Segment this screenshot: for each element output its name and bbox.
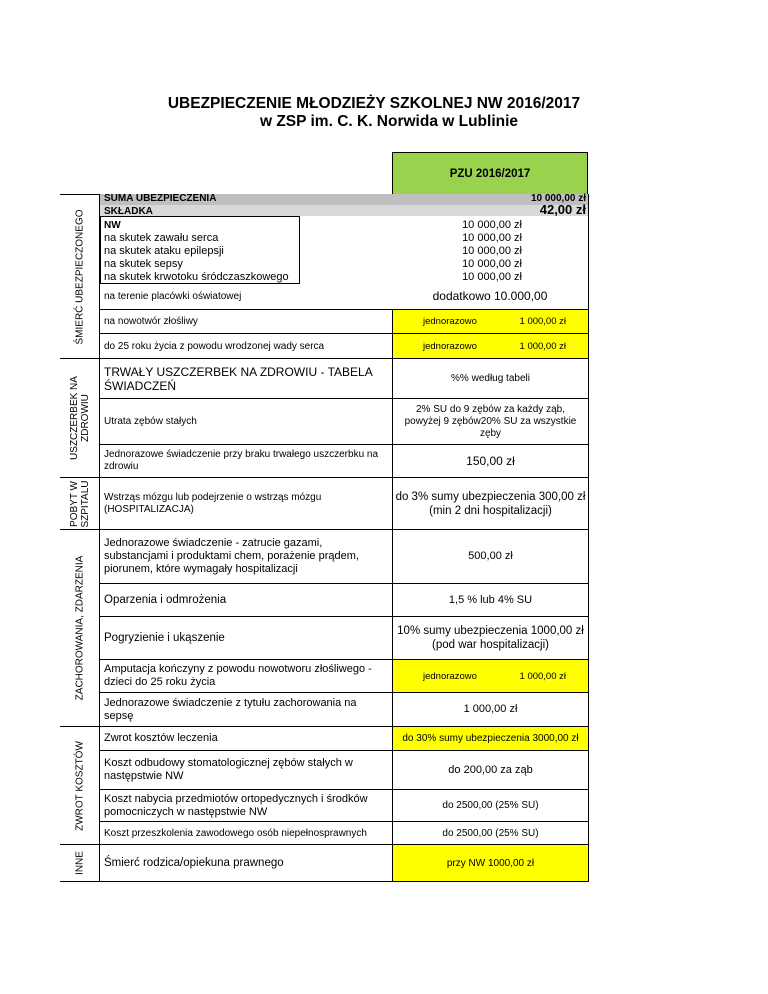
row-smierc-rodzica: Śmierć rodzica/opiekuna prawnego przy NW 1000,00 zł bbox=[100, 845, 588, 882]
suma-bar bbox=[100, 194, 588, 205]
nw-zawal-label: na skutek zawału serca bbox=[104, 232, 219, 244]
section-smierc: ŚMIERĆ UBEZPIECZONEGO bbox=[60, 194, 100, 359]
suma-label: SUMA UBEZPIECZENIA bbox=[104, 193, 217, 204]
suma-value: 10 000,00 zł bbox=[530, 193, 586, 204]
section-zachorowania: ZACHOROWANIA, ZDARZENIA bbox=[60, 530, 100, 727]
section-zwrot: ZWROT KOSZTÓW bbox=[60, 727, 100, 845]
section-uszczerbek: USZCZERBEK NA ZDROWIU bbox=[60, 359, 100, 478]
skladka-value: 42,00 zł bbox=[539, 202, 586, 217]
title-line-1: UBEZPIECZENIE MŁODZIEŻY SZKOLNEJ NW 2016/2017 bbox=[167, 95, 581, 112]
row-zatrucie: Jednorazowe świadczenie - zatrucie gazami, substancjami i produktami chem, porażenie prądem, piorunem, które wymagały hospitalizacji 500,00 zł bbox=[100, 530, 588, 584]
row-trwaly-uszczerbek: TRWAŁY USZCZERBEK NA ZDROWIU - TABELA ŚWIADCZEŃ %% według tabeli bbox=[100, 359, 588, 399]
page-title bbox=[0, 95, 768, 131]
row-teren: na terenie placówki oświatowej dodatkowo 10.000,00 bbox=[104, 289, 548, 303]
skladka-bar bbox=[100, 202, 588, 217]
nw-sepsa-value: 10 000,00 zł bbox=[462, 258, 522, 270]
title-line-2: w ZSP im. C. K. Norwida w Lublinie bbox=[259, 113, 519, 130]
row-stomatologia: Koszt odbudowy stomatologicznej zębów stałych w następstwie NW do 200,00 za ząb bbox=[100, 751, 588, 790]
nw-zawal-value: 10 000,00 zł bbox=[462, 232, 522, 244]
row-amputacja: Amputacja kończyny z powodu nowotworu złośliwego - dzieci do 25 roku życia jednorazowo 1 000,00 zł bbox=[100, 660, 588, 693]
table-right-border bbox=[588, 194, 589, 882]
row-nowotwor: na nowotwór złośliwy jednorazowo 1 000,00 zł bbox=[100, 309, 588, 334]
row-leczenie: Zwrot kosztów leczenia do 30% sumy ubezpieczenia 3000,00 zł bbox=[100, 727, 588, 751]
nw-krwotok-label: na skutek krwotoku śródczaszkowego bbox=[104, 271, 289, 283]
row-sepsa: Jednorazowe świadczenie z tytułu zachorowania na sepsę 1 000,00 zł bbox=[100, 693, 588, 727]
row-pogryzienie: Pogryzienie i ukąszenie 10% sumy ubezpieczenia 1000,00 zł (pod war hospitalizacji) bbox=[100, 617, 588, 660]
insurer-header: PZU 2016/2017 bbox=[392, 152, 588, 194]
row-przeszkolenie: Koszt przeszkolenia zawodowego osób niepełnosprawnych do 2500,00 (25% SU) bbox=[100, 822, 588, 845]
row-zeby: Utrata zębów stałych 2% SU do 9 zębów za każdy ząb, powyżej 9 zębów20% SU za wszystkie zęby bbox=[100, 399, 588, 445]
nw-epilepsja-label: na skutek ataku epilepsji bbox=[104, 245, 224, 257]
row-oparzenia: Oparzenia i odmrożenia 1,5 % lub 4% SU bbox=[100, 584, 588, 617]
nw-krwotok-value: 10 000,00 zł bbox=[462, 271, 522, 283]
row-jednorazowe: Jednorazowe świadczenie przy braku trwałego uszczerbku na zdrowiu 150,00 zł bbox=[100, 445, 588, 478]
skladka-label: SKŁADKA bbox=[104, 206, 153, 217]
row-ortopedia: Koszt nabycia przedmiotów ortopedycznych i środków pomocniczych w następstwie NW do 2500,00 (25% SU) bbox=[100, 790, 588, 822]
section-inne: INNE bbox=[60, 845, 100, 882]
nw-sepsa-label: na skutek sepsy bbox=[104, 258, 183, 270]
row-wada-serca: do 25 roku życia z powodu wrodzonej wady serca jednorazowo 1 000,00 zł bbox=[100, 334, 588, 359]
nw-label: NW bbox=[104, 220, 121, 231]
nw-value: 10 000,00 zł bbox=[462, 219, 522, 231]
row-mozg: Wstrząs mózgu lub podejrzenie o wstrząs mózgu (HOSPITALIZACJA) do 3% sumy ubezpieczenia 300,00 zł (min 2 dni hospitalizacji) bbox=[100, 478, 588, 530]
nw-epilepsja-value: 10 000,00 zł bbox=[462, 245, 522, 257]
section-pobyt: POBYT W SZPITALU bbox=[60, 478, 100, 530]
